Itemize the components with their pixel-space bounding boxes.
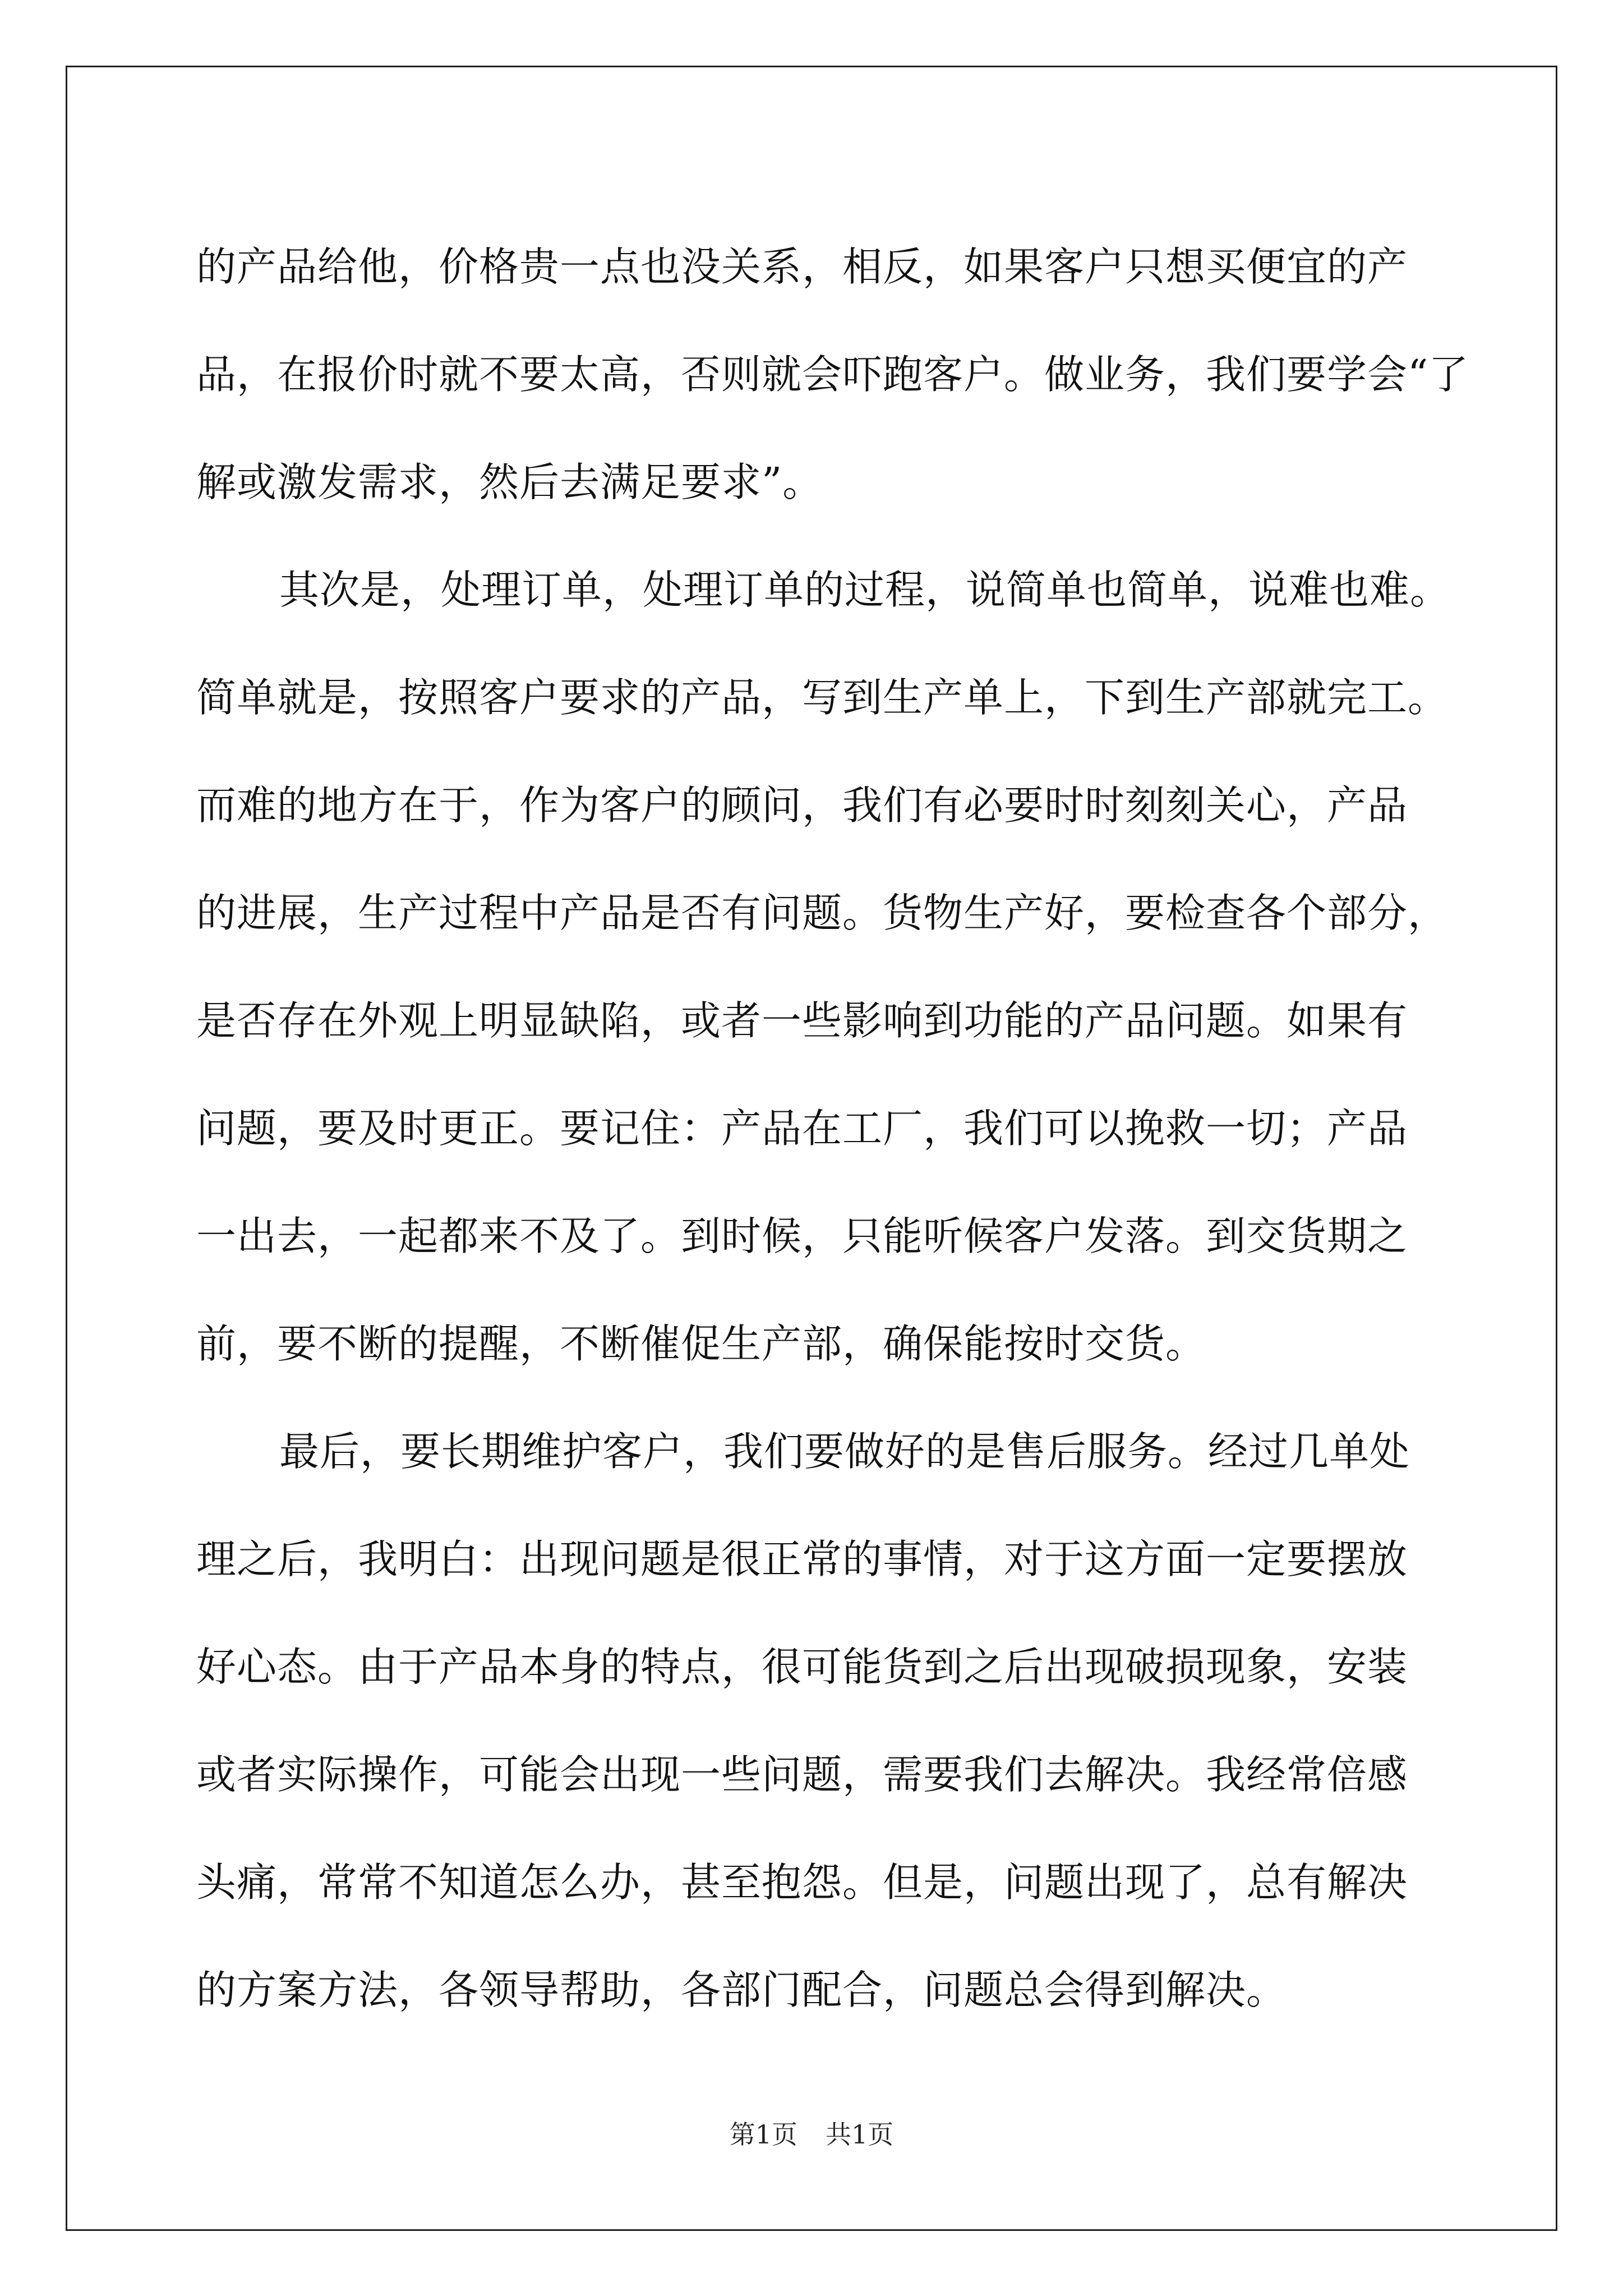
text-line: 简单就是，按照客户要求的产品，写到生产单上，下到生产部就完工。 bbox=[196, 674, 1449, 721]
paragraph-start-line: 其次是，处理订单，处理订单的过程，说简单也简单，说难也难。 bbox=[279, 567, 1451, 613]
document-body bbox=[196, 213, 1469, 2044]
text-line: 头痛，常常不知道怎么办，甚至抱怨。但是，问题出现了，总有解决 bbox=[196, 1859, 1408, 1906]
text-line: 是否存在外观上明显缺陷，或者一些影响到功能的产品问题。如果有 bbox=[196, 997, 1408, 1044]
page-number-current: 第1页 bbox=[729, 2119, 797, 2150]
text-line: 好心态。由于产品本身的特点，很可能货到之后出现破损现象，安装 bbox=[196, 1644, 1408, 1690]
text-line: 的方案方法，各领导帮助，各部门配合，问题总会得到解决。 bbox=[196, 1967, 1287, 2013]
text-line: 解或激发需求，然后去满足要求”。 bbox=[196, 459, 823, 505]
text-line: 问题，要及时更正。要记住：产品在工厂，我们可以挽救一切；产品 bbox=[196, 1105, 1408, 1152]
page-number-total: 共1页 bbox=[826, 2119, 894, 2150]
text-line: 而难的地方在于，作为客户的顾问，我们有必要时时刻刻关心，产品 bbox=[196, 782, 1408, 829]
text-line: 的进展，生产过程中产品是否有问题。货物生产好，要检查各个部分， bbox=[196, 890, 1449, 936]
paragraph-start-line: 最后，要长期维护客户，我们要做好的是售后服务。经过几单处 bbox=[279, 1428, 1410, 1475]
text-line: 品，在报价时就不要太高，否则就会吓跑客户。做业务，我们要学会“了 bbox=[196, 351, 1469, 398]
text-line: 一出去，一起都来不及了。到时候，只能听候客户发落。到交货期之 bbox=[196, 1213, 1408, 1259]
text-line: 的产品给他，价格贵一点也没关系，相反，如果客户只想买便宜的产 bbox=[196, 243, 1408, 290]
text-line: 理之后，我明白：出现问题是很正常的事情，对于这方面一定要摆放 bbox=[196, 1536, 1408, 1582]
text-line: 前，要不断的提醒，不断催促生产部，确保能按时交货。 bbox=[196, 1320, 1206, 1367]
text-line: 或者实际操作，可能会出现一些问题，需要我们去解决。我经常倍感 bbox=[196, 1751, 1408, 1798]
page-footer bbox=[0, 2118, 1623, 2151]
